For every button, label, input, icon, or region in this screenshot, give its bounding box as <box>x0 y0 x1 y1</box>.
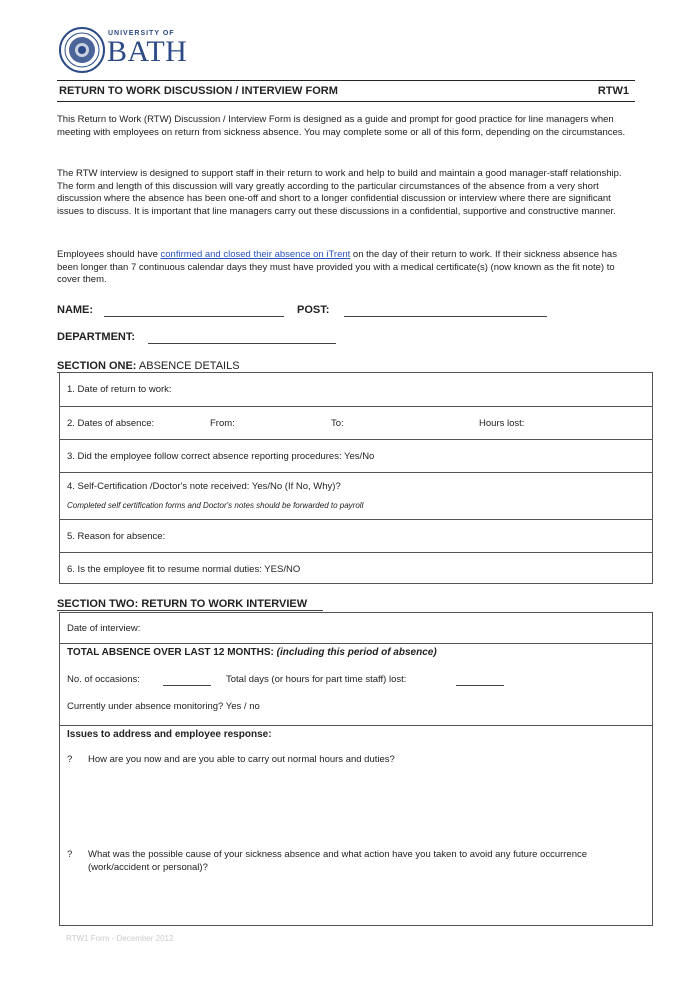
total-days-label: Total days (or hours for part time staff) lost: <box>226 674 407 685</box>
q3-text: 3. Did the employee follow correct absence reporting procedures: Yes/No <box>67 451 375 462</box>
section-one-heading-bold: SECTION ONE: <box>57 360 137 372</box>
date-of-interview-text: Date of interview: <box>67 623 141 634</box>
question-1-bullet: ? <box>67 754 73 765</box>
form-code: RTW1 <box>597 85 629 97</box>
total-absence-heading <box>67 647 437 658</box>
department-label: DEPARTMENT: <box>57 331 136 343</box>
post-field[interactable] <box>344 316 547 317</box>
form-title: RETURN TO WORK DISCUSSION / INTERVIEW FORM <box>59 85 338 97</box>
form-title-bar <box>57 80 635 102</box>
total-days-field[interactable] <box>456 685 504 686</box>
department-field[interactable] <box>148 343 336 344</box>
section-one-box <box>59 372 653 584</box>
crest-seal-icon <box>58 26 106 74</box>
q1-text: 1. Date of return to work: <box>67 384 172 395</box>
monitoring-text: Currently under absence monitoring? Yes / no <box>67 701 260 712</box>
q5-row[interactable] <box>60 519 652 552</box>
itrent-link[interactable]: confirmed and closed their absence on iTrent <box>160 249 351 260</box>
issues-row[interactable] <box>60 725 652 927</box>
q6-row[interactable] <box>60 552 652 585</box>
section-two-box <box>59 612 653 926</box>
q4-row[interactable] <box>60 472 652 519</box>
section-two-heading: SECTION TWO: RETURN TO WORK INTERVIEW <box>57 598 323 611</box>
q2-hours: Hours lost: <box>479 418 525 429</box>
logo-text-small: UNIVERSITY OF <box>108 30 175 37</box>
total-absence-row <box>60 643 652 725</box>
total-absence-italic: (including this period of absence) <box>273 647 437 658</box>
name-label: NAME: <box>57 304 94 316</box>
q5-text: 5. Reason for absence: <box>67 531 166 542</box>
occasions-label: No. of occasions: <box>67 674 140 685</box>
date-of-interview-row[interactable] <box>60 613 652 643</box>
intro-paragraph-1: This Return to Work (RTW) Discussion / Interview Form is designed as a guide and prompt for good practice for line managers when meeting with employees on return from sickness absence. You may complete some or all of this form, depending on the circumstances. <box>57 114 626 138</box>
footer-text: RTW1 Form - December 2012 <box>66 934 174 943</box>
q2-from: From: <box>210 418 235 429</box>
logo-text-big: BATH <box>107 35 188 68</box>
post-label: POST: <box>297 304 330 316</box>
question-2-text: What was the possible cause of your sickness absence and what action have you taken to avoid any future occurrence (work/accident or personal)? <box>88 849 588 873</box>
total-absence-bold: TOTAL ABSENCE OVER LAST 12 MONTHS: <box>67 647 274 658</box>
q6-text: 6. Is the employee fit to resume normal duties: YES/NO <box>67 564 301 575</box>
issues-heading: Issues to address and employee response: <box>67 729 272 740</box>
name-field[interactable] <box>104 316 284 317</box>
q4-note: Completed self certification forms and Doctor's notes should be forwarded to payroll <box>67 501 364 510</box>
q1-row[interactable] <box>60 373 652 406</box>
q2-text: 2. Dates of absence: <box>67 418 155 429</box>
intro-paragraph-3 <box>57 249 627 287</box>
q4-text: 4. Self-Certification /Doctor's note received: Yes/No (If No, Why)? <box>67 481 341 492</box>
intro-p3-text-after: on the day of their return to work. If their sickness absence has been longer than 7 continuous calendar days they must have provided you with a medical certificate(s) (now known as the fit note) to cover them. <box>57 249 617 285</box>
intro-paragraph-2: The RTW interview is designed to support staff in their return to work and help to build and maintain a good manager-staff relationship. The form and length of this discussion will vary greatly according to the particular circumstances of the absence from a very short discussion where the absence has been one-off and short to a longer confidential discussion or interview where there are significant issues to discuss. It is important that line managers carry out these discussions in a confidential, supportive and constructive manner. <box>57 168 622 217</box>
q3-row[interactable] <box>60 439 652 472</box>
occasions-field[interactable] <box>163 685 211 686</box>
q2-row[interactable] <box>60 406 652 439</box>
question-2-bullet: ? <box>67 849 73 860</box>
intro-p3-text: Employees should have <box>57 249 161 260</box>
section-one-heading-rest: ABSENCE DETAILS <box>136 360 240 372</box>
q2-to: To: <box>331 418 344 429</box>
question-1-text: How are you now and are you able to carry out normal hours and duties? <box>88 754 395 765</box>
